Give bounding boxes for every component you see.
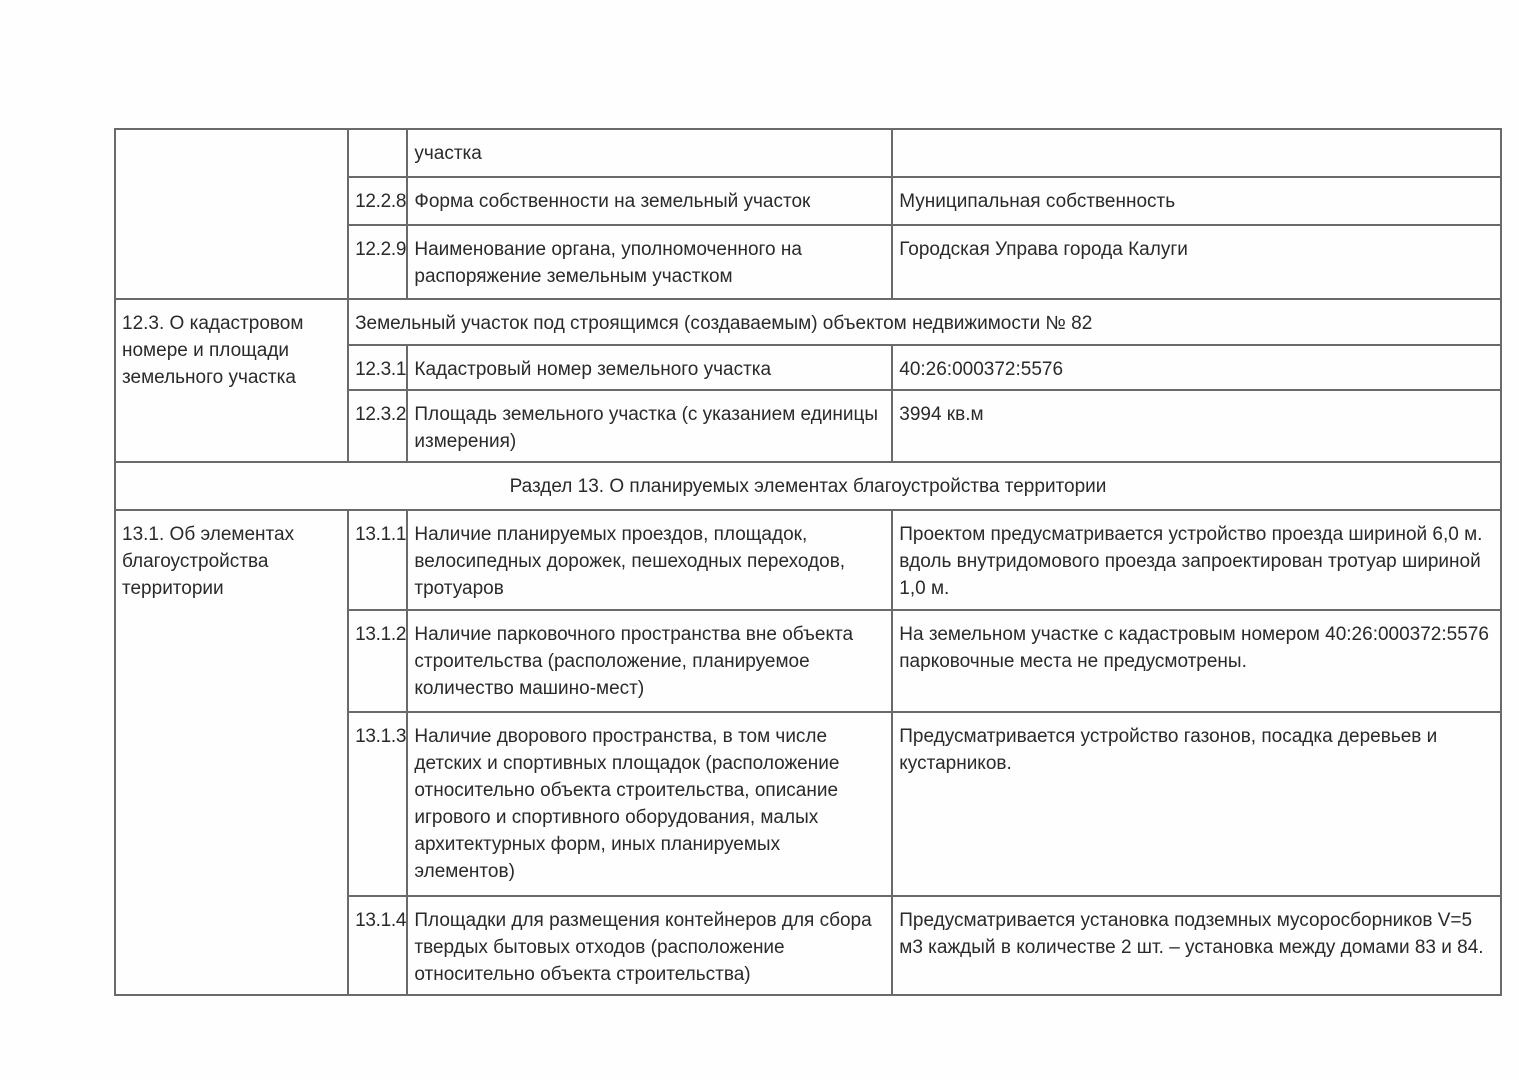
item-label: участка [407, 129, 892, 177]
item-value: Предусматривается установка подземных мусоросборников V=5 м3 каждый в количестве 2 шт. – установка между домами 83 и 84. [892, 896, 1501, 995]
table-row [115, 462, 1501, 510]
item-number: 12.3.1 [348, 345, 407, 390]
item-number: 12.3.2 [348, 390, 407, 462]
subsection-header: Земельный участок под строящимся (создаваемым) объектом недвижимости № 82 [348, 299, 1501, 345]
item-label: Наименование органа, уполномоченного на распоряжение земельным участком [407, 225, 892, 299]
item-value [892, 129, 1501, 177]
item-value: 3994 кв.м [892, 390, 1501, 462]
item-number: 12.2.9 [348, 225, 407, 299]
item-value: Предусматривается устройство газонов, посадка деревьев и кустарников. [892, 712, 1501, 896]
item-value: Городская Управа города Калуги [892, 225, 1501, 299]
group-label-cell: 13.1. Об элементах благоустройства территории [115, 510, 348, 995]
item-value: Муниципальная собственность [892, 177, 1501, 225]
item-label: Площадки для размещения контейнеров для сбора твердых бытовых отходов (расположение относительно объекта строительства) [407, 896, 892, 995]
item-label: Наличие планируемых проездов, площадок, велосипедных дорожек, пешеходных переходов, тротуаров [407, 510, 892, 610]
table-row [115, 299, 1501, 345]
item-number: 12.2.8 [348, 177, 407, 225]
item-label: Наличие дворового пространства, в том числе детских и спортивных площадок (расположение относительно объекта строительства, описание игрового и спортивного оборудования, малых архитектурных форм, иных планируемых элементов) [407, 712, 892, 896]
group-label-cell [115, 129, 348, 299]
item-value: 40:26:000372:5576 [892, 345, 1501, 390]
item-number: 13.1.4 [348, 896, 407, 995]
item-number: 13.1.1 [348, 510, 407, 610]
declaration-table [114, 128, 1502, 996]
group-label-cell: 12.3. О кадастровом номере и площади земельного участка [115, 299, 348, 462]
item-label: Площадь земельного участка (с указанием единицы измерения) [407, 390, 892, 462]
table-row [115, 129, 1501, 177]
item-number: 13.1.2 [348, 610, 407, 712]
item-number: 13.1.3 [348, 712, 407, 896]
item-label: Форма собственности на земельный участок [407, 177, 892, 225]
item-number [348, 129, 407, 177]
item-label: Кадастровый номер земельного участка [407, 345, 892, 390]
section-title: Раздел 13. О планируемых элементах благоустройства территории [115, 462, 1501, 510]
item-value: На земельном участке с кадастровым номером 40:26:000372:5576 парковочные места не предусмотрены. [892, 610, 1501, 712]
table-row [115, 510, 1501, 610]
item-value: Проектом предусматривается устройство проезда шириной 6,0 м. вдоль внутридомового проезда запроектирован тротуар шириной 1,0 м. [892, 510, 1501, 610]
item-label: Наличие парковочного пространства вне объекта строительства (расположение, планируемое количество машино-мест) [407, 610, 892, 712]
